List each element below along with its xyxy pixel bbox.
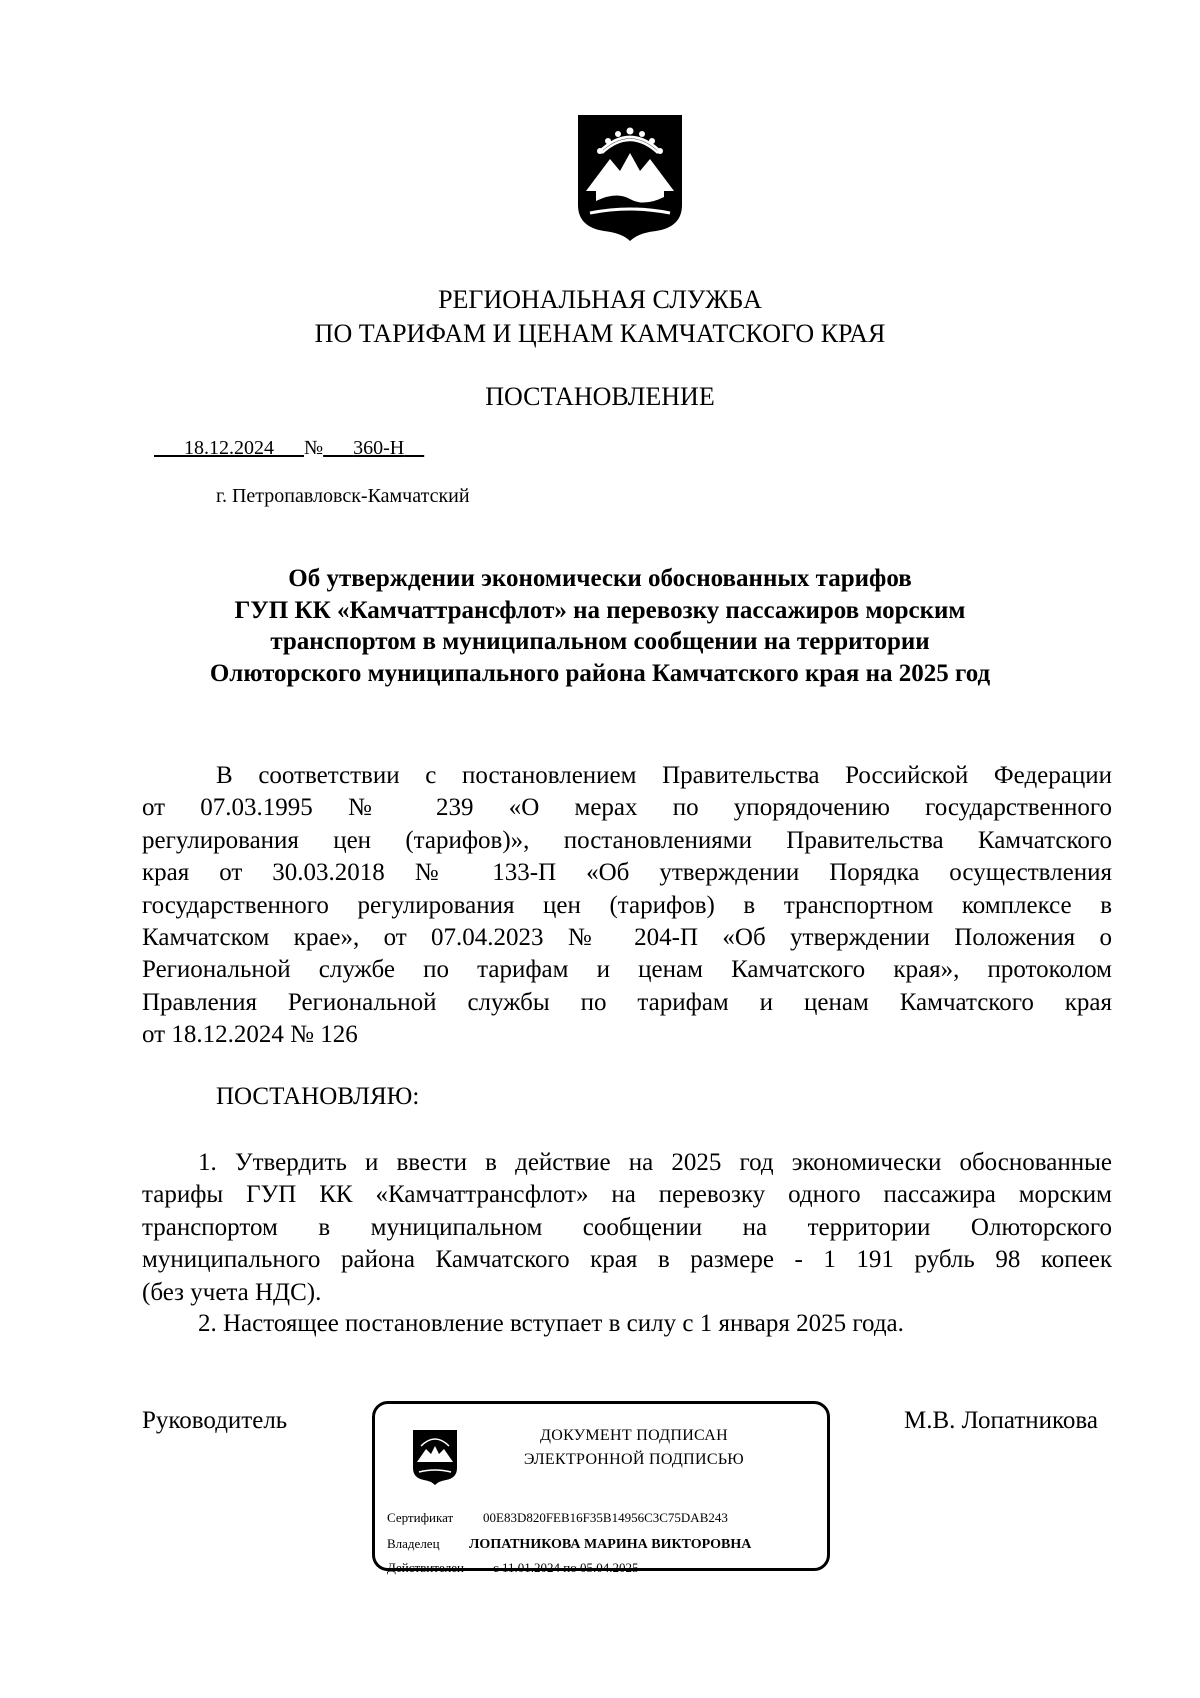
item-1-line: 1. Утвердить и ввести в действие на 2025 год экономически обоснованные: [198, 1149, 1112, 1176]
date-number-line: [154, 435, 424, 461]
item-1-line: муниципального района Камчатского края в размере - 1 191 рубль 98 копеек: [142, 1246, 1112, 1274]
title-line-1: Об утверждении экономически обоснованных тарифов: [288, 565, 912, 592]
item-1-paragraph: [142, 1147, 1112, 1309]
document-title: [100, 563, 1100, 689]
preamble-line: государственного регулирования цен (тарифов) в транспортном комплексе в: [142, 891, 1112, 919]
electronic-signature-stamp: [372, 1401, 830, 1575]
preamble-line: от 18.12.2024 № 126: [142, 1021, 358, 1049]
preamble-line: В соответствии с постановлением Правительства Российской Федерации: [216, 762, 1112, 789]
stamp-heading: [479, 1424, 789, 1472]
coat-of-arms-icon: [576, 113, 684, 243]
title-line-2: ГУП КК «Камчаттрансфлот» на перевозку пассажиров морским: [234, 596, 966, 624]
city: г. Петропавловск-Камчатский: [216, 485, 470, 507]
certificate-row: [387, 1509, 728, 1527]
signatory-name: М.В. Лопатникова: [904, 1407, 1098, 1434]
document-date: 18.12.2024: [184, 437, 274, 459]
number-sign: №: [304, 437, 324, 459]
item-1-line: (без учета НДС).: [142, 1278, 322, 1306]
stamp-heading-line-2: ЭЛЕКТРОННОЙ ПОДПИСЬЮ: [523, 1451, 745, 1468]
validity-label: Действителен: [387, 1560, 464, 1575]
certificate-value: 00E83D820FEB16F35B14956C3C75DAB243: [483, 1510, 728, 1525]
preamble-line: Региональной службе по тарифам и ценам Камчатского края», протоколом: [142, 956, 1112, 984]
title-line-4: Олюторского муниципального района Камчатского края на 2025 год: [209, 659, 991, 687]
item-1-line: тарифы ГУП КК «Камчаттрансфлот» на перевозку одного пассажира морским: [142, 1181, 1112, 1209]
document-type: ПОСТАНОВЛЕНИЕ: [485, 382, 715, 411]
document-number: 360-Н: [353, 437, 405, 459]
preamble-line: регулирования цен (тарифов)», постановлениями Правительства Камчатского: [142, 826, 1112, 854]
owner-label: Владелец: [387, 1536, 440, 1551]
signatory-role: Руководитель: [142, 1407, 288, 1434]
validity-value: с 11.01.2024 по 05.04.2025: [493, 1560, 639, 1575]
title-line-3: транспортом в муниципальном сообщении на территории: [270, 628, 930, 655]
resolve-heading: ПОСТАНОВЛЯЮ:: [216, 1083, 420, 1110]
item-2-paragraph: 2. Настоящее постановление вступает в силу с 1 января 2025 года.: [198, 1310, 904, 1337]
stamp-heading-line-1: ДОКУМЕНТ ПОДПИСАН: [540, 1427, 728, 1444]
item-1-line: транспортом в муниципальном сообщении на территории Олюторского: [142, 1213, 1112, 1241]
agency-line-2: ПО ТАРИФАМ И ЦЕНАМ КАМЧАТСКОГО КРАЯ: [314, 319, 886, 348]
agency-line-1: РЕГИОНАЛЬНАЯ СЛУЖБА: [438, 285, 762, 314]
preamble-line: Правления Региональной службы по тарифам и ценам Камчатского края: [142, 988, 1112, 1016]
owner-value: ЛОПАТНИКОВА МАРИНА ВИКТОРОВНА: [469, 1537, 752, 1552]
preamble-line: края от 30.03.2018 № 133-П «Об утверждении Порядка осуществления: [142, 859, 1112, 887]
agency-name: [0, 283, 1200, 351]
preamble-paragraph: [142, 760, 1112, 1052]
preamble-line: Камчатском крае», от 07.04.2023 № 204-П «Об утверждении Положения о: [142, 924, 1112, 952]
preamble-line: от 07.03.1995 № 239 «О мерах по упорядочению государственного: [142, 794, 1112, 822]
validity-row: [387, 1559, 639, 1577]
stamp-coat-of-arms-icon: [411, 1428, 459, 1486]
owner-row: [387, 1535, 751, 1554]
certificate-label: Сертификат: [387, 1510, 454, 1525]
